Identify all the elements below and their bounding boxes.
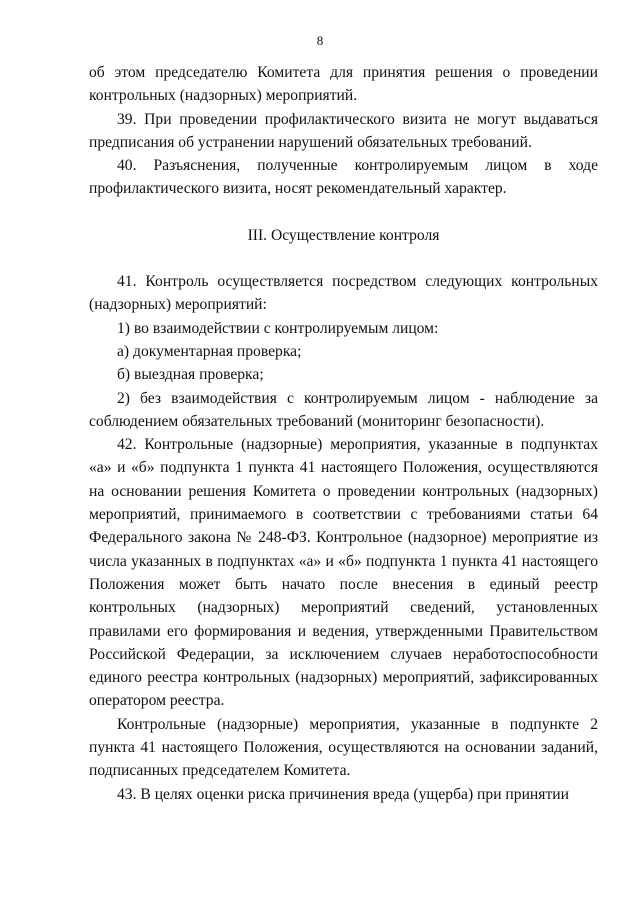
page-number: 8 <box>316 33 324 48</box>
paragraph-39: 39. При проведении профилактического визита не могут выдаваться предписания об устранении нарушений обязательных требований. <box>89 110 598 151</box>
document-body <box>89 61 598 806</box>
paragraph-continuation: об этом председателю Комитета для принятия решения о проведении контрольных (надзорных) мероприятий. <box>89 64 598 105</box>
paragraph-42: 42. Контрольные (надзорные) мероприятия, указанные в подпунктах «а» и «б» подпункта 1 пункта 41 настоящего Положения, осуществляются на основании решения Комитета о проведении контрольных (надзорных) мероприятий, принимаемого в соответствии с требованиями статьи 64 Федерального закона № 248-ФЗ. Контрольное (надзорное) мероприятие из числа указанных в подпунктах «а» и «б» подпункта 1 пункта 41 настоящего Положения может быть начато после внесения в единый реестр контрольных (надзорных) мероприятий сведений, установленных правилами его формирования и ведения, утвержденными Правительством Российской Федерации, за исключением случаев неработоспособности единого реестра контрольных (надзорных) мероприятий, зафиксированных оператором реестра. <box>89 436 598 710</box>
paragraph-41: 41. Контроль осуществляется посредством следующих контрольных (надзорных) мероприятий: <box>89 273 598 314</box>
paragraph-43: 43. В целях оценки риска причинения вреда (ущерба) при принятии <box>117 785 569 803</box>
list-item-1a: а) документарная проверка; <box>117 342 302 360</box>
list-item-2: 2) без взаимодействия с контролируемым лицом - наблюдение за соблюдением обязательных требований (мониторинг безопасности). <box>89 389 598 430</box>
list-item-1: 1) во взаимодействии с контролируемым лицом: <box>117 319 439 337</box>
section-title: III. Осуществление контроля <box>247 226 440 244</box>
paragraph-42-continued: Контрольные (надзорные) мероприятия, указанные в подпункте 2 пункта 41 настоящего Положения, осуществляются на основании заданий, подписанных председателем Комитета. <box>89 715 598 780</box>
list-item-1b: б) выездная проверка; <box>117 366 264 384</box>
paragraph-40: 40. Разъяснения, полученные контролируемым лицом в ходе профилактического визита, носят рекомендательный характер. <box>89 157 598 198</box>
